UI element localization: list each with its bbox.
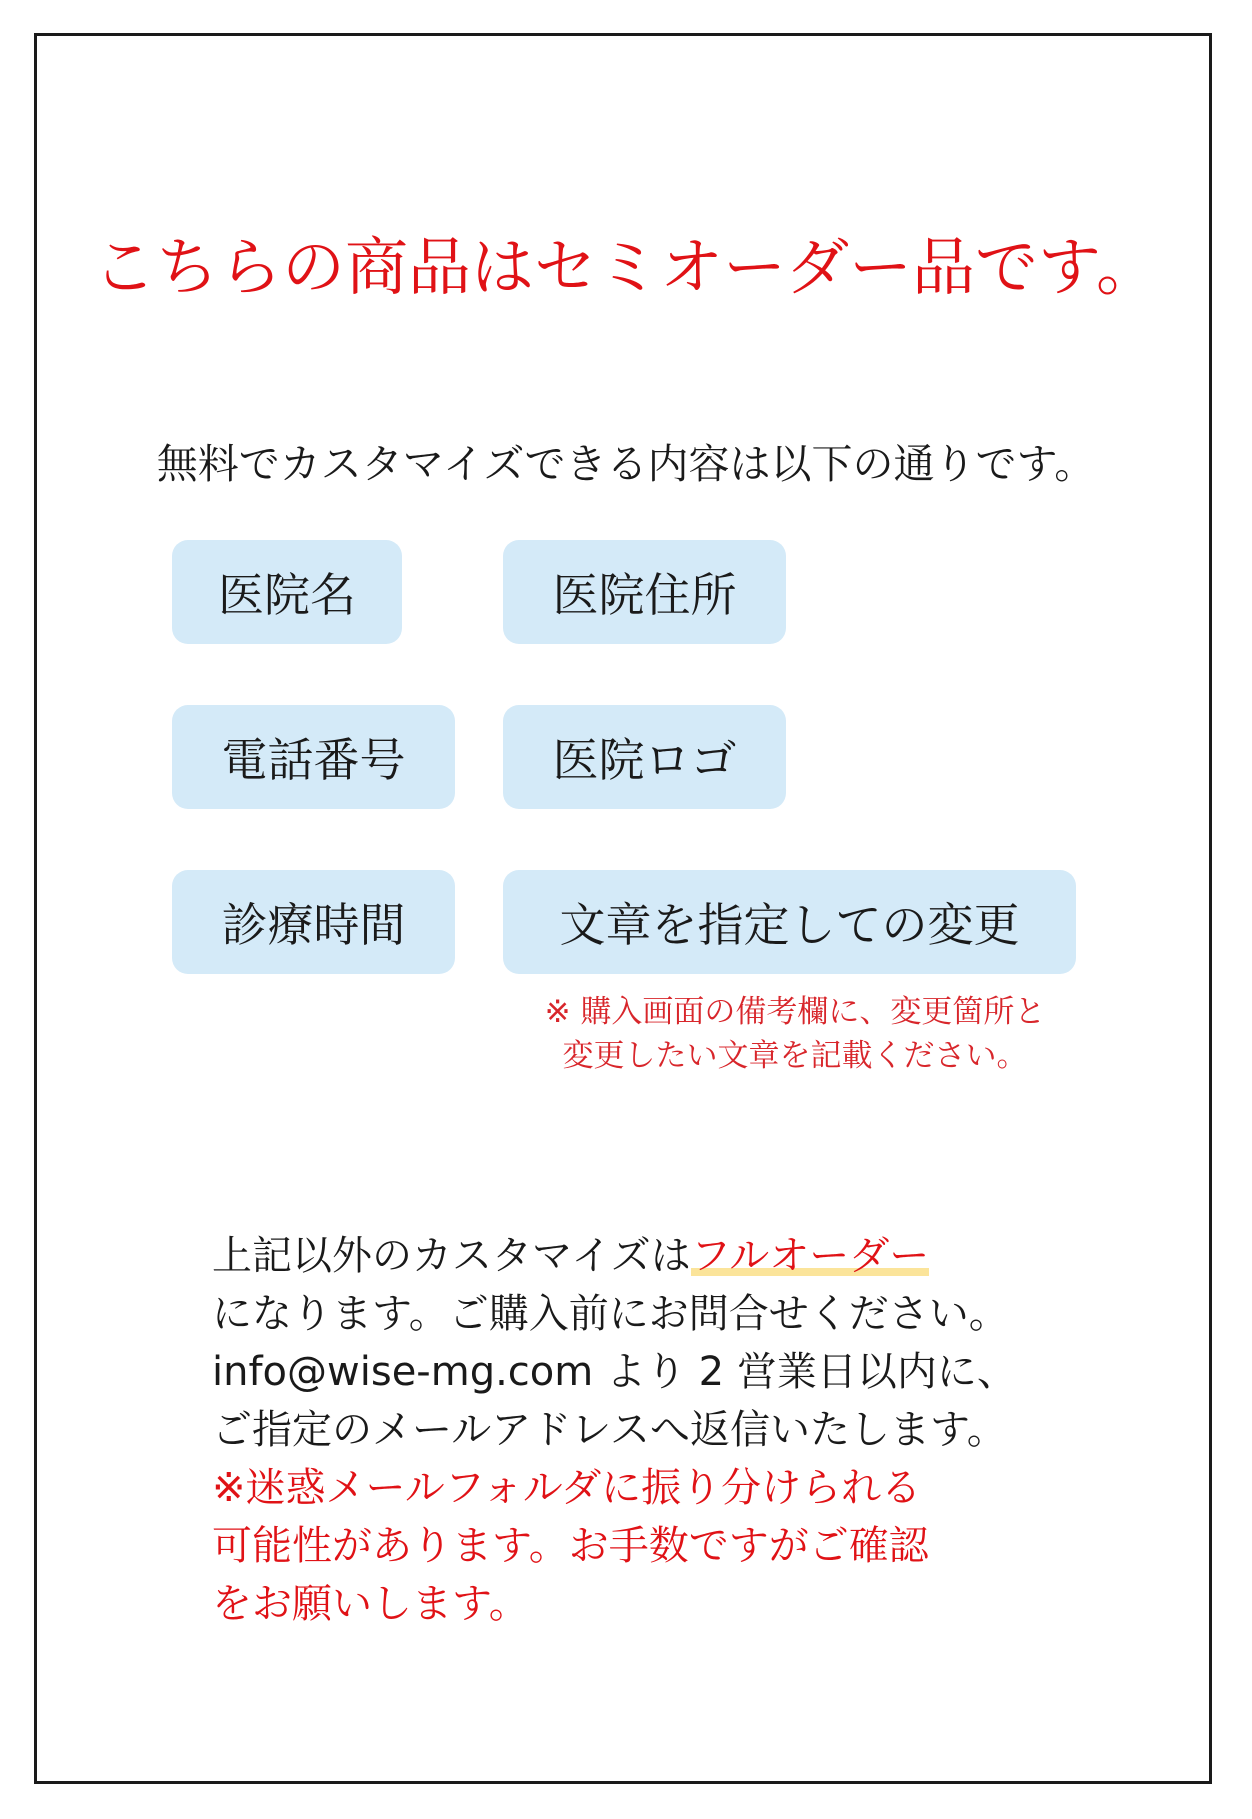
chip-clinic-address: 医院住所 <box>503 540 786 644</box>
chip-text-change: 文章を指定しての変更 <box>503 870 1076 974</box>
headline: こちらの商品はセミオーダー品です。 <box>93 231 1159 304</box>
body-line-1 <box>212 1227 1092 1285</box>
chip-clinic-name: 医院名 <box>172 540 402 644</box>
body-line-3-email: info@wise-mg.com より 2 営業日以内に、 <box>212 1349 1017 1395</box>
spam-warning-line-1: ※迷惑メールフォルダに振り分けられる <box>212 1465 922 1511</box>
note-line-1: ※ 購入画面の備考欄に、変更箇所と <box>544 994 1046 1030</box>
spam-warning-line-2: 可能性があります。お手数ですがご確認 <box>212 1523 929 1569</box>
chip-phone-number: 電話番号 <box>172 705 455 809</box>
full-order-info <box>212 1227 1092 1633</box>
text-change-note <box>505 990 1085 1078</box>
chip-consultation-hours: 診療時間 <box>172 870 455 974</box>
body-line-4: ご指定のメールアドレスへ返信いたします。 <box>212 1407 1007 1453</box>
spam-warning-line-3: をお願いします。 <box>212 1581 529 1627</box>
full-order-highlight: フルオーダー <box>690 1233 930 1279</box>
note-line-2: 変更したい文章を記載ください。 <box>562 1038 1028 1074</box>
chip-clinic-logo: 医院ロゴ <box>503 705 786 809</box>
body-line-1-prefix: 上記以外のカスタマイズは <box>212 1233 691 1279</box>
body-line-2: になります。ご購入前にお問合せください。 <box>212 1291 1009 1337</box>
intro-text: 無料でカスタマイズできる内容は以下の通りです。 <box>156 440 1096 488</box>
